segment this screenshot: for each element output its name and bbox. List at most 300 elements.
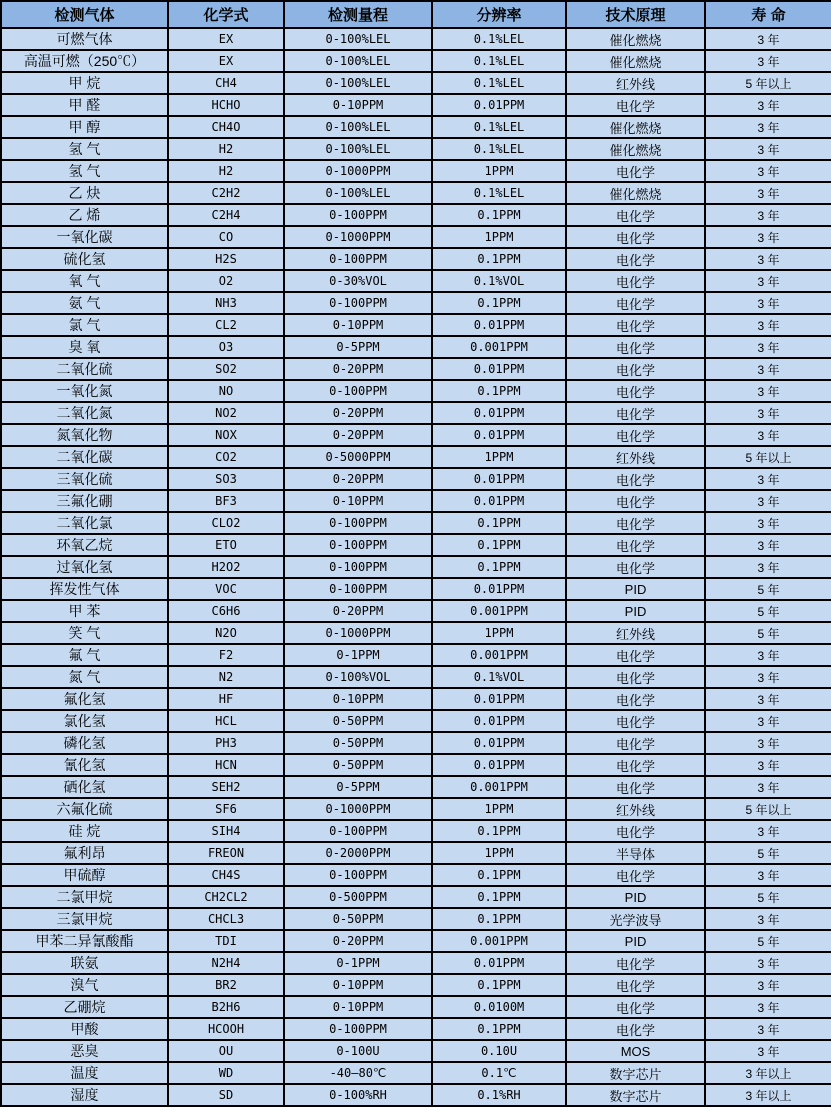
- cell-lifespan: 3 年: [705, 336, 831, 358]
- cell-technology-principle: 催化燃烧: [566, 182, 705, 204]
- cell-lifespan: 3 年: [705, 820, 831, 842]
- cell-gas-name: 高温可燃（250℃）: [1, 50, 168, 72]
- cell-technology-principle: 催化燃烧: [566, 50, 705, 72]
- cell-lifespan: 3 年: [705, 94, 831, 116]
- cell-gas-name: 硒化氢: [1, 776, 168, 798]
- table-row: [1, 930, 831, 952]
- cell-lifespan: 3 年: [705, 490, 831, 512]
- cell-chemical-formula: H2: [168, 138, 284, 160]
- cell-detection-range: 0-100%RH: [284, 1084, 432, 1106]
- cell-gas-name: 甲 苯: [1, 600, 168, 622]
- cell-detection-range: 0-100PPM: [284, 1018, 432, 1040]
- cell-detection-range: 0-20PPM: [284, 468, 432, 490]
- cell-technology-principle: 催化燃烧: [566, 138, 705, 160]
- cell-technology-principle: PID: [566, 578, 705, 600]
- cell-detection-range: 0-100PPM: [284, 248, 432, 270]
- cell-technology-principle: 半导体: [566, 842, 705, 864]
- cell-detection-range: 0-100PPM: [284, 864, 432, 886]
- table-row: [1, 468, 831, 490]
- cell-gas-name: 环氧乙烷: [1, 534, 168, 556]
- cell-resolution: 0.1%VOL: [432, 270, 566, 292]
- table-row: [1, 116, 831, 138]
- cell-resolution: 0.1PPM: [432, 886, 566, 908]
- cell-lifespan: 5 年: [705, 622, 831, 644]
- cell-lifespan: 3 年: [705, 314, 831, 336]
- cell-detection-range: 0-100PPM: [284, 578, 432, 600]
- cell-lifespan: 3 年: [705, 160, 831, 182]
- cell-technology-principle: 电化学: [566, 644, 705, 666]
- cell-gas-name: 硫化氢: [1, 248, 168, 270]
- cell-technology-principle: 红外线: [566, 446, 705, 468]
- cell-gas-name: 三氯甲烷: [1, 908, 168, 930]
- cell-detection-range: 0-100PPM: [284, 820, 432, 842]
- table-row: [1, 292, 831, 314]
- cell-gas-name: 恶臭: [1, 1040, 168, 1062]
- cell-gas-name: 二氧化碳: [1, 446, 168, 468]
- cell-gas-name: 三氟化硼: [1, 490, 168, 512]
- cell-lifespan: 3 年以上: [705, 1084, 831, 1106]
- cell-chemical-formula: CHCL3: [168, 908, 284, 930]
- table-row: [1, 908, 831, 930]
- cell-resolution: 0.01PPM: [432, 754, 566, 776]
- cell-detection-range: 0-10PPM: [284, 974, 432, 996]
- cell-lifespan: 3 年: [705, 732, 831, 754]
- cell-chemical-formula: N2O: [168, 622, 284, 644]
- cell-resolution: 0.1%LEL: [432, 116, 566, 138]
- table-row: [1, 490, 831, 512]
- cell-gas-name: 挥发性气体: [1, 578, 168, 600]
- header-detection-range: 检测量程: [284, 1, 432, 28]
- cell-gas-name: 氮氧化物: [1, 424, 168, 446]
- cell-resolution: 0.1℃: [432, 1062, 566, 1084]
- table-header-row: [1, 1, 831, 28]
- cell-chemical-formula: NO2: [168, 402, 284, 424]
- cell-resolution: 1PPM: [432, 798, 566, 820]
- cell-lifespan: 3 年: [705, 138, 831, 160]
- cell-detection-range: 0-100%LEL: [284, 116, 432, 138]
- cell-technology-principle: 电化学: [566, 732, 705, 754]
- cell-chemical-formula: H2S: [168, 248, 284, 270]
- cell-technology-principle: 电化学: [566, 424, 705, 446]
- table-row: [1, 160, 831, 182]
- cell-detection-range: 0-20PPM: [284, 402, 432, 424]
- cell-gas-name: 氟利昂: [1, 842, 168, 864]
- cell-lifespan: 3 年: [705, 688, 831, 710]
- cell-gas-name: 二氯甲烷: [1, 886, 168, 908]
- cell-chemical-formula: WD: [168, 1062, 284, 1084]
- cell-technology-principle: 电化学: [566, 160, 705, 182]
- cell-detection-range: 0-100U: [284, 1040, 432, 1062]
- cell-gas-name: 湿度: [1, 1084, 168, 1106]
- cell-chemical-formula: C2H2: [168, 182, 284, 204]
- cell-gas-name: 磷化氢: [1, 732, 168, 754]
- table-row: [1, 204, 831, 226]
- cell-gas-name: 氢 气: [1, 160, 168, 182]
- cell-chemical-formula: SEH2: [168, 776, 284, 798]
- cell-gas-name: 氟化氢: [1, 688, 168, 710]
- table-row: [1, 270, 831, 292]
- cell-lifespan: 3 年: [705, 776, 831, 798]
- cell-resolution: 1PPM: [432, 842, 566, 864]
- cell-resolution: 0.01PPM: [432, 710, 566, 732]
- cell-technology-principle: 电化学: [566, 864, 705, 886]
- cell-lifespan: 3 年: [705, 116, 831, 138]
- cell-lifespan: 3 年: [705, 358, 831, 380]
- cell-chemical-formula: BR2: [168, 974, 284, 996]
- cell-lifespan: 5 年: [705, 886, 831, 908]
- cell-chemical-formula: EX: [168, 28, 284, 50]
- table-row: [1, 446, 831, 468]
- cell-detection-range: 0-1PPM: [284, 952, 432, 974]
- cell-gas-name: 氯 气: [1, 314, 168, 336]
- table-row: [1, 710, 831, 732]
- cell-gas-name: 过氧化氢: [1, 556, 168, 578]
- cell-lifespan: 3 年: [705, 248, 831, 270]
- cell-resolution: 0.1PPM: [432, 864, 566, 886]
- cell-resolution: 0.1PPM: [432, 974, 566, 996]
- cell-technology-principle: MOS: [566, 1040, 705, 1062]
- cell-detection-range: 0-100%VOL: [284, 666, 432, 688]
- table-row: [1, 776, 831, 798]
- cell-resolution: 1PPM: [432, 160, 566, 182]
- table-row: [1, 28, 831, 50]
- table-row: [1, 820, 831, 842]
- cell-lifespan: 3 年: [705, 710, 831, 732]
- table-row: [1, 666, 831, 688]
- cell-gas-name: 笑 气: [1, 622, 168, 644]
- cell-gas-name: 甲苯二异氰酸酯: [1, 930, 168, 952]
- cell-technology-principle: 红外线: [566, 798, 705, 820]
- cell-technology-principle: 电化学: [566, 468, 705, 490]
- cell-chemical-formula: N2H4: [168, 952, 284, 974]
- table-row: [1, 688, 831, 710]
- cell-resolution: 0.1%RH: [432, 1084, 566, 1106]
- cell-resolution: 0.01PPM: [432, 314, 566, 336]
- cell-technology-principle: 电化学: [566, 534, 705, 556]
- cell-resolution: 0.1PPM: [432, 512, 566, 534]
- cell-detection-range: 0-500PPM: [284, 886, 432, 908]
- cell-detection-range: 0-20PPM: [284, 424, 432, 446]
- cell-lifespan: 5 年: [705, 578, 831, 600]
- cell-chemical-formula: SD: [168, 1084, 284, 1106]
- cell-detection-range: 0-100%LEL: [284, 138, 432, 160]
- cell-detection-range: 0-20PPM: [284, 600, 432, 622]
- cell-technology-principle: 电化学: [566, 1018, 705, 1040]
- cell-technology-principle: 电化学: [566, 402, 705, 424]
- cell-lifespan: 3 年: [705, 204, 831, 226]
- table-row: [1, 556, 831, 578]
- cell-detection-range: 0-1000PPM: [284, 798, 432, 820]
- cell-resolution: 0.01PPM: [432, 688, 566, 710]
- cell-lifespan: 3 年: [705, 402, 831, 424]
- cell-detection-range: 0-20PPM: [284, 358, 432, 380]
- cell-technology-principle: 电化学: [566, 512, 705, 534]
- cell-resolution: 0.01PPM: [432, 358, 566, 380]
- table-row: [1, 50, 831, 72]
- cell-detection-range: 0-100PPM: [284, 380, 432, 402]
- cell-gas-name: 硅 烷: [1, 820, 168, 842]
- cell-gas-name: 一氧化碳: [1, 226, 168, 248]
- cell-technology-principle: 电化学: [566, 204, 705, 226]
- cell-detection-range: 0-30%VOL: [284, 270, 432, 292]
- cell-resolution: 0.01PPM: [432, 468, 566, 490]
- cell-gas-name: 乙 炔: [1, 182, 168, 204]
- cell-detection-range: 0-100PPM: [284, 556, 432, 578]
- table-row: [1, 864, 831, 886]
- cell-resolution: 0.10U: [432, 1040, 566, 1062]
- table-row: [1, 358, 831, 380]
- cell-gas-name: 乙 烯: [1, 204, 168, 226]
- cell-chemical-formula: NOX: [168, 424, 284, 446]
- cell-detection-range: 0-100%LEL: [284, 72, 432, 94]
- table-row: [1, 72, 831, 94]
- cell-chemical-formula: CH4S: [168, 864, 284, 886]
- cell-lifespan: 3 年: [705, 556, 831, 578]
- cell-chemical-formula: H2: [168, 160, 284, 182]
- table-body: [1, 28, 831, 1106]
- cell-detection-range: 0-10PPM: [284, 314, 432, 336]
- cell-resolution: 0.01PPM: [432, 424, 566, 446]
- table-row: [1, 336, 831, 358]
- cell-chemical-formula: CL2: [168, 314, 284, 336]
- header-resolution: 分辨率: [432, 1, 566, 28]
- cell-detection-range: 0-50PPM: [284, 754, 432, 776]
- cell-chemical-formula: OU: [168, 1040, 284, 1062]
- table-row: [1, 226, 831, 248]
- cell-chemical-formula: EX: [168, 50, 284, 72]
- cell-chemical-formula: FREON: [168, 842, 284, 864]
- cell-gas-name: 乙硼烷: [1, 996, 168, 1018]
- cell-resolution: 0.1PPM: [432, 292, 566, 314]
- cell-technology-principle: 电化学: [566, 666, 705, 688]
- cell-chemical-formula: CLO2: [168, 512, 284, 534]
- cell-lifespan: 3 年: [705, 292, 831, 314]
- cell-gas-name: 甲酸: [1, 1018, 168, 1040]
- cell-chemical-formula: VOC: [168, 578, 284, 600]
- cell-gas-name: 氯化氢: [1, 710, 168, 732]
- table-row: [1, 732, 831, 754]
- cell-detection-range: 0-5000PPM: [284, 446, 432, 468]
- cell-resolution: 0.01PPM: [432, 952, 566, 974]
- cell-chemical-formula: H2O2: [168, 556, 284, 578]
- table-row: [1, 578, 831, 600]
- cell-lifespan: 3 年: [705, 380, 831, 402]
- cell-chemical-formula: SO2: [168, 358, 284, 380]
- cell-technology-principle: 电化学: [566, 380, 705, 402]
- table-row: [1, 534, 831, 556]
- cell-detection-range: 0-50PPM: [284, 710, 432, 732]
- cell-technology-principle: 催化燃烧: [566, 28, 705, 50]
- cell-detection-range: 0-5PPM: [284, 776, 432, 798]
- table-row: [1, 138, 831, 160]
- cell-lifespan: 5 年: [705, 600, 831, 622]
- cell-lifespan: 3 年: [705, 534, 831, 556]
- table-row: [1, 622, 831, 644]
- cell-chemical-formula: BF3: [168, 490, 284, 512]
- cell-detection-range: 0-5PPM: [284, 336, 432, 358]
- cell-gas-name: 二氧化氮: [1, 402, 168, 424]
- cell-resolution: 0.001PPM: [432, 600, 566, 622]
- cell-technology-principle: 电化学: [566, 248, 705, 270]
- cell-detection-range: 0-50PPM: [284, 732, 432, 754]
- cell-resolution: 0.1%LEL: [432, 50, 566, 72]
- cell-gas-name: 氢 气: [1, 138, 168, 160]
- cell-technology-principle: 电化学: [566, 490, 705, 512]
- cell-technology-principle: 电化学: [566, 226, 705, 248]
- cell-resolution: 0.1PPM: [432, 248, 566, 270]
- cell-lifespan: 3 年: [705, 974, 831, 996]
- cell-chemical-formula: O2: [168, 270, 284, 292]
- cell-lifespan: 5 年以上: [705, 446, 831, 468]
- cell-chemical-formula: SF6: [168, 798, 284, 820]
- cell-resolution: 0.01PPM: [432, 732, 566, 754]
- cell-lifespan: 3 年: [705, 1040, 831, 1062]
- cell-detection-range: 0-100PPM: [284, 534, 432, 556]
- cell-chemical-formula: HCN: [168, 754, 284, 776]
- cell-chemical-formula: HF: [168, 688, 284, 710]
- cell-resolution: 0.01PPM: [432, 578, 566, 600]
- cell-chemical-formula: CH4: [168, 72, 284, 94]
- cell-detection-range: 0-10PPM: [284, 688, 432, 710]
- cell-gas-name: 臭 氧: [1, 336, 168, 358]
- cell-chemical-formula: C2H4: [168, 204, 284, 226]
- cell-resolution: 0.01PPM: [432, 94, 566, 116]
- cell-lifespan: 3 年: [705, 952, 831, 974]
- cell-chemical-formula: N2: [168, 666, 284, 688]
- cell-detection-range: 0-20PPM: [284, 930, 432, 952]
- cell-detection-range: 0-50PPM: [284, 908, 432, 930]
- cell-lifespan: 3 年: [705, 270, 831, 292]
- cell-lifespan: 5 年以上: [705, 798, 831, 820]
- cell-chemical-formula: CO: [168, 226, 284, 248]
- cell-resolution: 0.001PPM: [432, 336, 566, 358]
- cell-resolution: 0.01PPM: [432, 490, 566, 512]
- cell-gas-name: 可燃气体: [1, 28, 168, 50]
- cell-lifespan: 3 年: [705, 50, 831, 72]
- cell-gas-name: 甲 烷: [1, 72, 168, 94]
- cell-technology-principle: 电化学: [566, 820, 705, 842]
- cell-detection-range: 0-2000PPM: [284, 842, 432, 864]
- cell-chemical-formula: C6H6: [168, 600, 284, 622]
- cell-chemical-formula: SIH4: [168, 820, 284, 842]
- cell-resolution: 0.001PPM: [432, 776, 566, 798]
- cell-technology-principle: PID: [566, 886, 705, 908]
- cell-detection-range: 0-1PPM: [284, 644, 432, 666]
- table-row: [1, 1062, 831, 1084]
- cell-technology-principle: 数字芯片: [566, 1084, 705, 1106]
- cell-technology-principle: 电化学: [566, 270, 705, 292]
- cell-resolution: 0.1PPM: [432, 204, 566, 226]
- table-row: [1, 952, 831, 974]
- cell-resolution: 1PPM: [432, 622, 566, 644]
- cell-resolution: 0.1%VOL: [432, 666, 566, 688]
- cell-resolution: 0.1PPM: [432, 820, 566, 842]
- cell-technology-principle: 电化学: [566, 996, 705, 1018]
- table-row: [1, 842, 831, 864]
- cell-resolution: 0.1%LEL: [432, 72, 566, 94]
- cell-chemical-formula: B2H6: [168, 996, 284, 1018]
- cell-technology-principle: 电化学: [566, 292, 705, 314]
- cell-lifespan: 3 年: [705, 28, 831, 50]
- cell-detection-range: 0-1000PPM: [284, 226, 432, 248]
- cell-lifespan: 3 年: [705, 424, 831, 446]
- cell-gas-name: 二氧化氯: [1, 512, 168, 534]
- cell-technology-principle: 电化学: [566, 556, 705, 578]
- cell-chemical-formula: NH3: [168, 292, 284, 314]
- cell-resolution: 0.1PPM: [432, 534, 566, 556]
- cell-resolution: 0.1PPM: [432, 1018, 566, 1040]
- header-technology-principle: 技术原理: [566, 1, 705, 28]
- cell-lifespan: 3 年: [705, 468, 831, 490]
- cell-gas-name: 氟 气: [1, 644, 168, 666]
- header-gas-name: 检测气体: [1, 1, 168, 28]
- cell-lifespan: 3 年: [705, 864, 831, 886]
- table-row: [1, 1018, 831, 1040]
- table-row: [1, 996, 831, 1018]
- cell-technology-principle: 电化学: [566, 952, 705, 974]
- cell-gas-name: 甲 醇: [1, 116, 168, 138]
- cell-detection-range: 0-100%LEL: [284, 182, 432, 204]
- cell-gas-name: 氧 气: [1, 270, 168, 292]
- cell-gas-name: 溴气: [1, 974, 168, 996]
- cell-detection-range: 0-100PPM: [284, 292, 432, 314]
- cell-chemical-formula: PH3: [168, 732, 284, 754]
- cell-resolution: 1PPM: [432, 446, 566, 468]
- cell-chemical-formula: CO2: [168, 446, 284, 468]
- cell-gas-name: 甲硫醇: [1, 864, 168, 886]
- table-row: [1, 424, 831, 446]
- cell-resolution: 0.1PPM: [432, 908, 566, 930]
- cell-detection-range: 0-100%LEL: [284, 50, 432, 72]
- table-row: [1, 248, 831, 270]
- cell-resolution: 0.1%LEL: [432, 138, 566, 160]
- cell-resolution: 0.1%LEL: [432, 28, 566, 50]
- cell-chemical-formula: SO3: [168, 468, 284, 490]
- cell-gas-name: 氰化氢: [1, 754, 168, 776]
- cell-technology-principle: 电化学: [566, 336, 705, 358]
- cell-lifespan: 5 年: [705, 842, 831, 864]
- table-row: [1, 182, 831, 204]
- cell-gas-name: 二氧化硫: [1, 358, 168, 380]
- cell-resolution: 0.1%LEL: [432, 182, 566, 204]
- header-lifespan: 寿 命: [705, 1, 831, 28]
- cell-lifespan: 5 年: [705, 930, 831, 952]
- cell-detection-range: 0-100PPM: [284, 512, 432, 534]
- cell-chemical-formula: ETO: [168, 534, 284, 556]
- cell-detection-range: -40—80℃: [284, 1062, 432, 1084]
- cell-lifespan: 3 年: [705, 644, 831, 666]
- cell-technology-principle: 数字芯片: [566, 1062, 705, 1084]
- cell-technology-principle: 电化学: [566, 358, 705, 380]
- cell-lifespan: 3 年: [705, 512, 831, 534]
- cell-technology-principle: 电化学: [566, 314, 705, 336]
- cell-gas-name: 三氧化硫: [1, 468, 168, 490]
- cell-resolution: 0.1PPM: [432, 380, 566, 402]
- cell-chemical-formula: CH4O: [168, 116, 284, 138]
- cell-chemical-formula: CH2CL2: [168, 886, 284, 908]
- cell-technology-principle: 光学波导: [566, 908, 705, 930]
- cell-technology-principle: 红外线: [566, 72, 705, 94]
- table-row: [1, 600, 831, 622]
- cell-resolution: 0.0100M: [432, 996, 566, 1018]
- table-row: [1, 798, 831, 820]
- cell-technology-principle: 电化学: [566, 754, 705, 776]
- cell-chemical-formula: NO: [168, 380, 284, 402]
- cell-technology-principle: 电化学: [566, 710, 705, 732]
- cell-technology-principle: 红外线: [566, 622, 705, 644]
- table-row: [1, 512, 831, 534]
- table-row: [1, 402, 831, 424]
